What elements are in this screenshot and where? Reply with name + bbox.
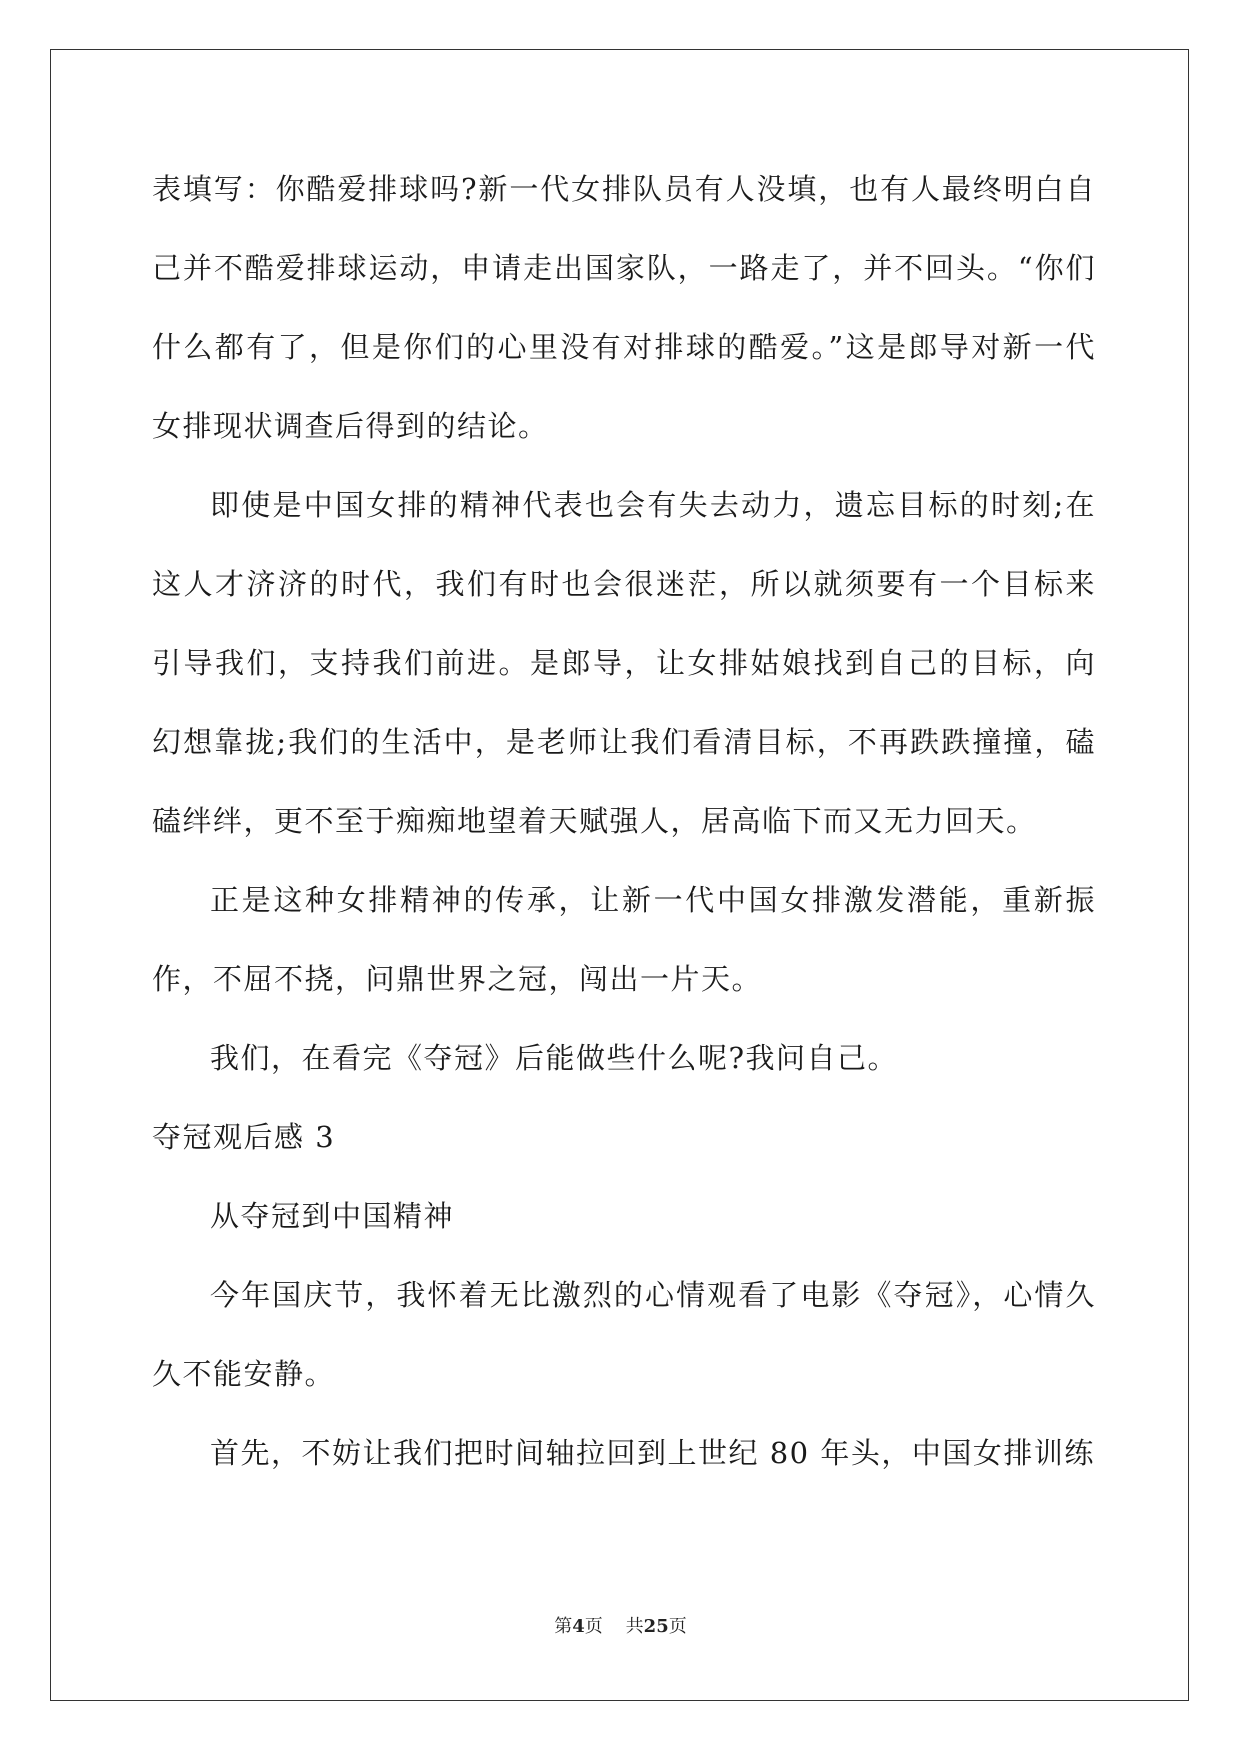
document-body <box>152 150 1096 1493</box>
total-prefix: 共 <box>625 1616 644 1637</box>
page-prefix: 第 <box>554 1616 573 1637</box>
total-suffix: 页 <box>668 1616 687 1637</box>
paragraph: 今年国庆节，我怀着无比激烈的心情观看了电影《夺冠》，心情久久不能安静。 <box>152 1278 1096 1391</box>
paragraph: 表填写：你酷爱排球吗?新一代女排队员有人没填，也有人最终明白自己并不酷爱排球运动，申请走出国家队，一路走了，并不回头。“你们什么都有了，但是你们的心里没有对排球的酷爱。”这是郎导对新一代女排现状调查后得到的结论。 <box>152 172 1096 443</box>
paragraph: 我们，在看完《夺冠》后能做些什么呢?我问自己。 <box>210 1041 899 1075</box>
total-pages: 25 <box>643 1616 669 1637</box>
paragraph: 首先，不妨让我们把时间轴拉回到上世纪 80 年头，中国女排训练 <box>210 1436 1095 1470</box>
section-title: 夺冠观后感 3 <box>152 1120 336 1154</box>
paragraph: 即使是中国女排的精神代表也会有失去动力，遗忘目标的时刻;在这人才济济的时代，我们有时也会很迷茫，所以就须要有一个目标来引导我们，支持我们前进。是郎导，让女排姑娘找到自己的目标，向幻想靠拢;我们的生活中，是老师让我们看清目标，不再跌跌撞撞，磕磕绊绊，更不至于痴痴地望着天赋强人，居高临下而又无力回天。 <box>152 488 1096 838</box>
page-footer <box>0 1612 1241 1638</box>
section-subtitle: 从夺冠到中国精神 <box>210 1199 455 1233</box>
page-number: 4 <box>572 1616 585 1637</box>
paragraph: 正是这种女排精神的传承，让新一代中国女排激发潜能，重新振作，不屈不挠，问鼎世界之冠，闯出一片天。 <box>152 883 1096 996</box>
page-suffix: 页 <box>584 1616 603 1637</box>
